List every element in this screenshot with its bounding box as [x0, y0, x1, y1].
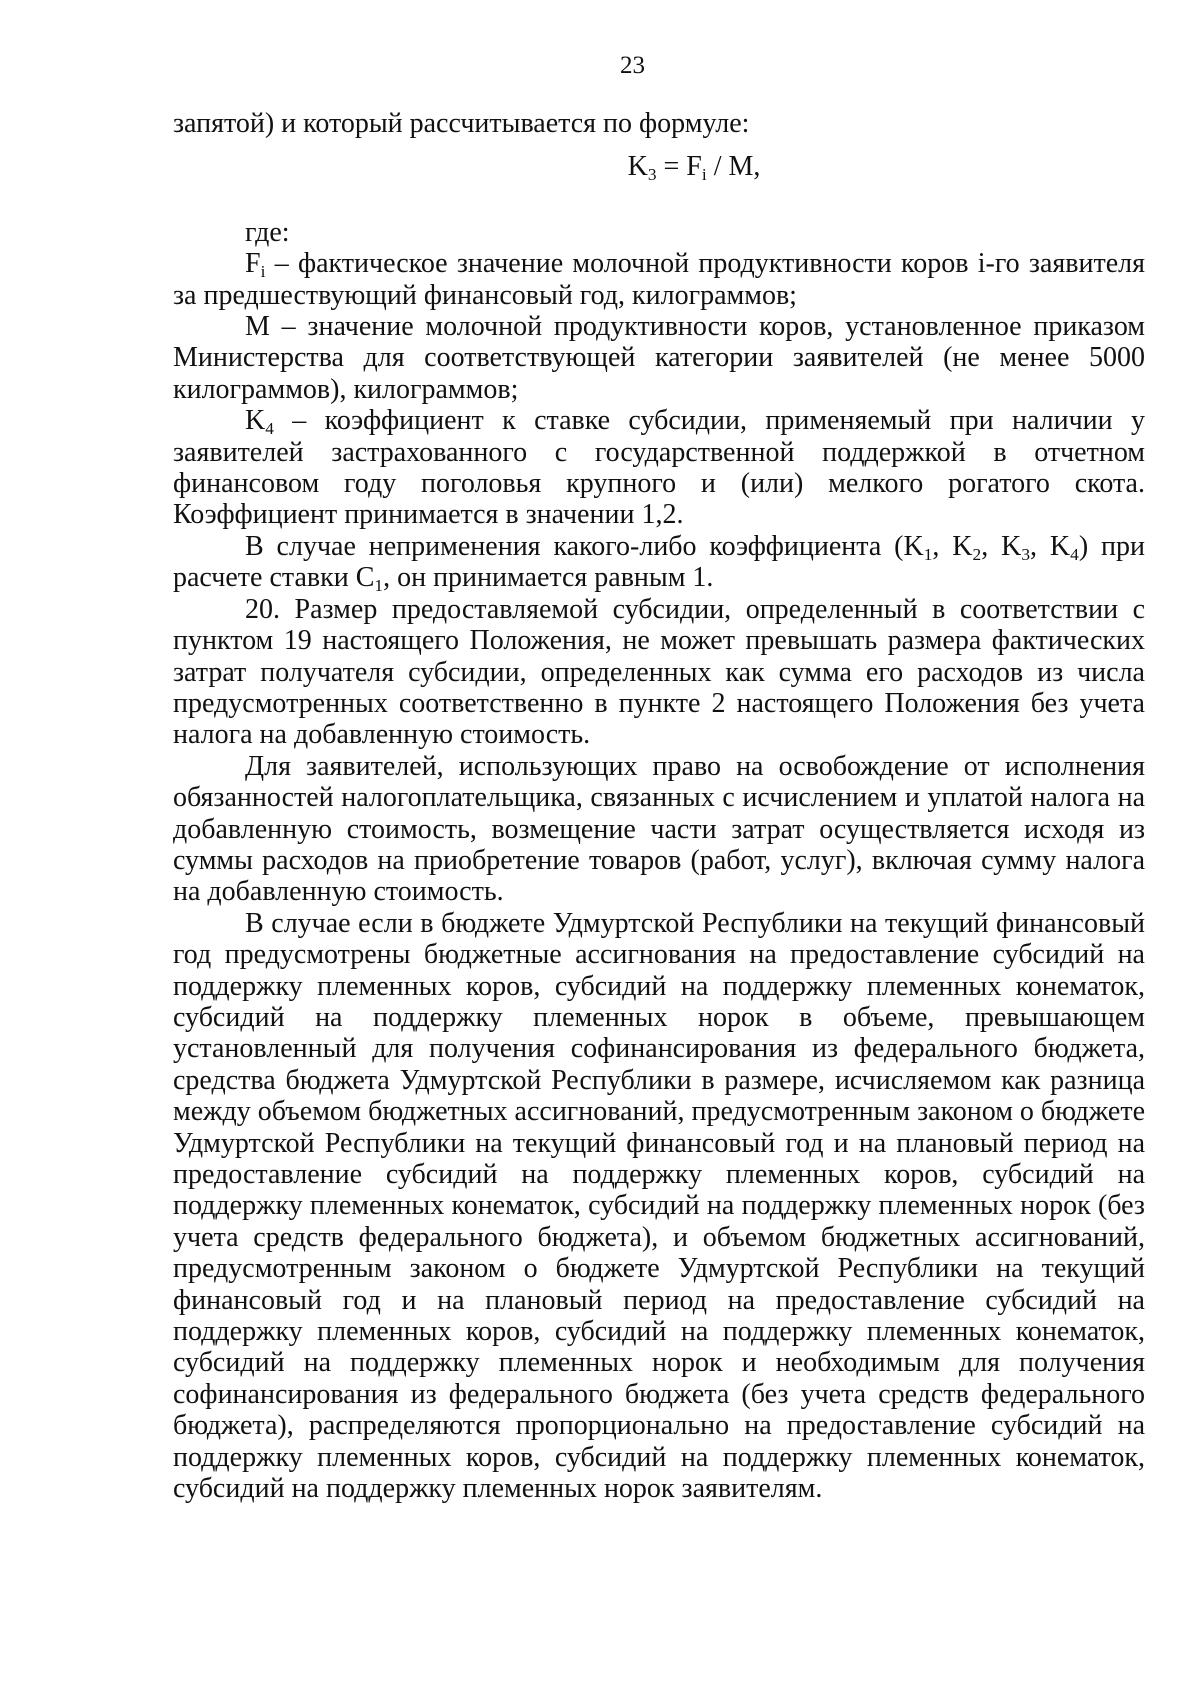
formula-equals-f: = F [656, 151, 702, 183]
formula-k-letter: K [627, 151, 648, 183]
def-k4-subscript: 4 [265, 419, 274, 439]
nonapply-sub-3: 3 [1021, 544, 1031, 564]
nonapply-sub-4: 4 [1070, 544, 1079, 564]
def-fi-letter: F [245, 248, 261, 280]
nonapply-part-5: ) при расчете ставки C [173, 530, 1145, 594]
formula-f-subscript: i [701, 165, 707, 185]
nonapply-part-2: , K [932, 530, 973, 562]
paragraph-vat-exempt: Для заявителей, использующих право на освобождение от исполнения обязанностей налогоплательщика, связанных с исчислением и уплатой налога на добавленную стоимость, возмещение части затрат осуществляется исходя из суммы расходов на приобретение товаров (работ, услуг), включая сумму налога на добавленную стоимость. [173, 750, 1145, 908]
paragraph-budget-distribution: В случае если в бюджете Удмуртской Республики на текущий финансовый год предусмотрены бюджетные ассигнования на предоставление субсидий на поддержку племенных коров, субсидий на поддержку племенных конематок, субсидий на поддержку племенных норок в объеме, превышающем установленный для получения софинансирования из федерального бюджета, средства бюджета Удмуртской Республики в размере, исчисляемом как разница между объемом бюджетных ассигнований, предусмотренным законом о бюджете Удмуртской Республики на текущий финансовый год и на плановый период на предоставление субсидий на поддержку племенных коров, субсидий на поддержку племенных конематок, субсидий на поддержку племенных норок (без учета средств федерального бюджета), и объемом бюджетных ассигнований, предусмотренным законом о бюджете Удмуртской Республики на текущий финансовый год и на плановый период на предоставление субсидий на поддержку племенных коров, субсидий на поддержку племенных конематок, субсидий на поддержку племенных норок и необходимым для получения софинансирования из федерального бюджета (без учета средств федерального бюджета), распределяются пропорционально на предоставление субсидий на поддержку племенных коров, субсидий на поддержку племенных конематок, субсидий на поддержку племенных норок заявителям. [173, 907, 1145, 1505]
formula-k3 [173, 151, 1145, 185]
paragraph-20: 20. Размер предоставляемой субсидии, определенный в соответствии с пунктом 19 настоящего Положения, не может превышать размера фактических затрат получателя субсидии, определенных как сумма его расходов из числа предусмотренных соответственно в пункте 2 настоящего Положения без учета налога на добавленную стоимость. [173, 593, 1145, 751]
def-k4-text: – коэффициент к ставке субсидии, применяемый при наличии у заявителей застрахованного с государственной поддержкой в отчетном финансовом году поголовья крупного и (или) мелкого рогатого скота. Коэффициент принимается в значении 1,2. [173, 405, 1145, 531]
nonapply-sub-5: 1 [374, 576, 384, 596]
nonapply-part-6: , он принимается равным 1. [383, 562, 714, 594]
intro-line: запятой) и который рассчитывается по формуле: [173, 108, 750, 139]
nonapply-part-3: , K [981, 530, 1022, 562]
def-fi-text: – фактическое значение молочной продуктивности коров i-го заявителя за предшествующий финансовый год, килограммов; [173, 248, 1145, 311]
definition-fi [173, 248, 1145, 311]
nonapply-part-1: В случае неприменения какого-либо коэффициента (K [245, 530, 924, 562]
nonapply-sub-1: 1 [923, 544, 933, 564]
paragraph-nonapplication [173, 531, 1145, 594]
formula-rest: / M, [706, 151, 761, 183]
def-k4-letter: K [245, 405, 266, 437]
definition-m: M – значение молочной продуктивности коров, установленное приказом Министерства для соответствующей категории заявителей (не менее 5000 килограммов), килограммов; [173, 311, 1145, 405]
page-number: 23 [620, 52, 645, 79]
formula-k-subscript: 3 [647, 165, 657, 185]
document-body [173, 108, 1145, 1504]
where-label: где: [245, 216, 290, 248]
definition-k4 [173, 405, 1145, 531]
def-fi-subscript: i [260, 262, 266, 282]
nonapply-part-4: , K [1030, 530, 1071, 562]
nonapply-sub-2: 2 [972, 544, 982, 564]
